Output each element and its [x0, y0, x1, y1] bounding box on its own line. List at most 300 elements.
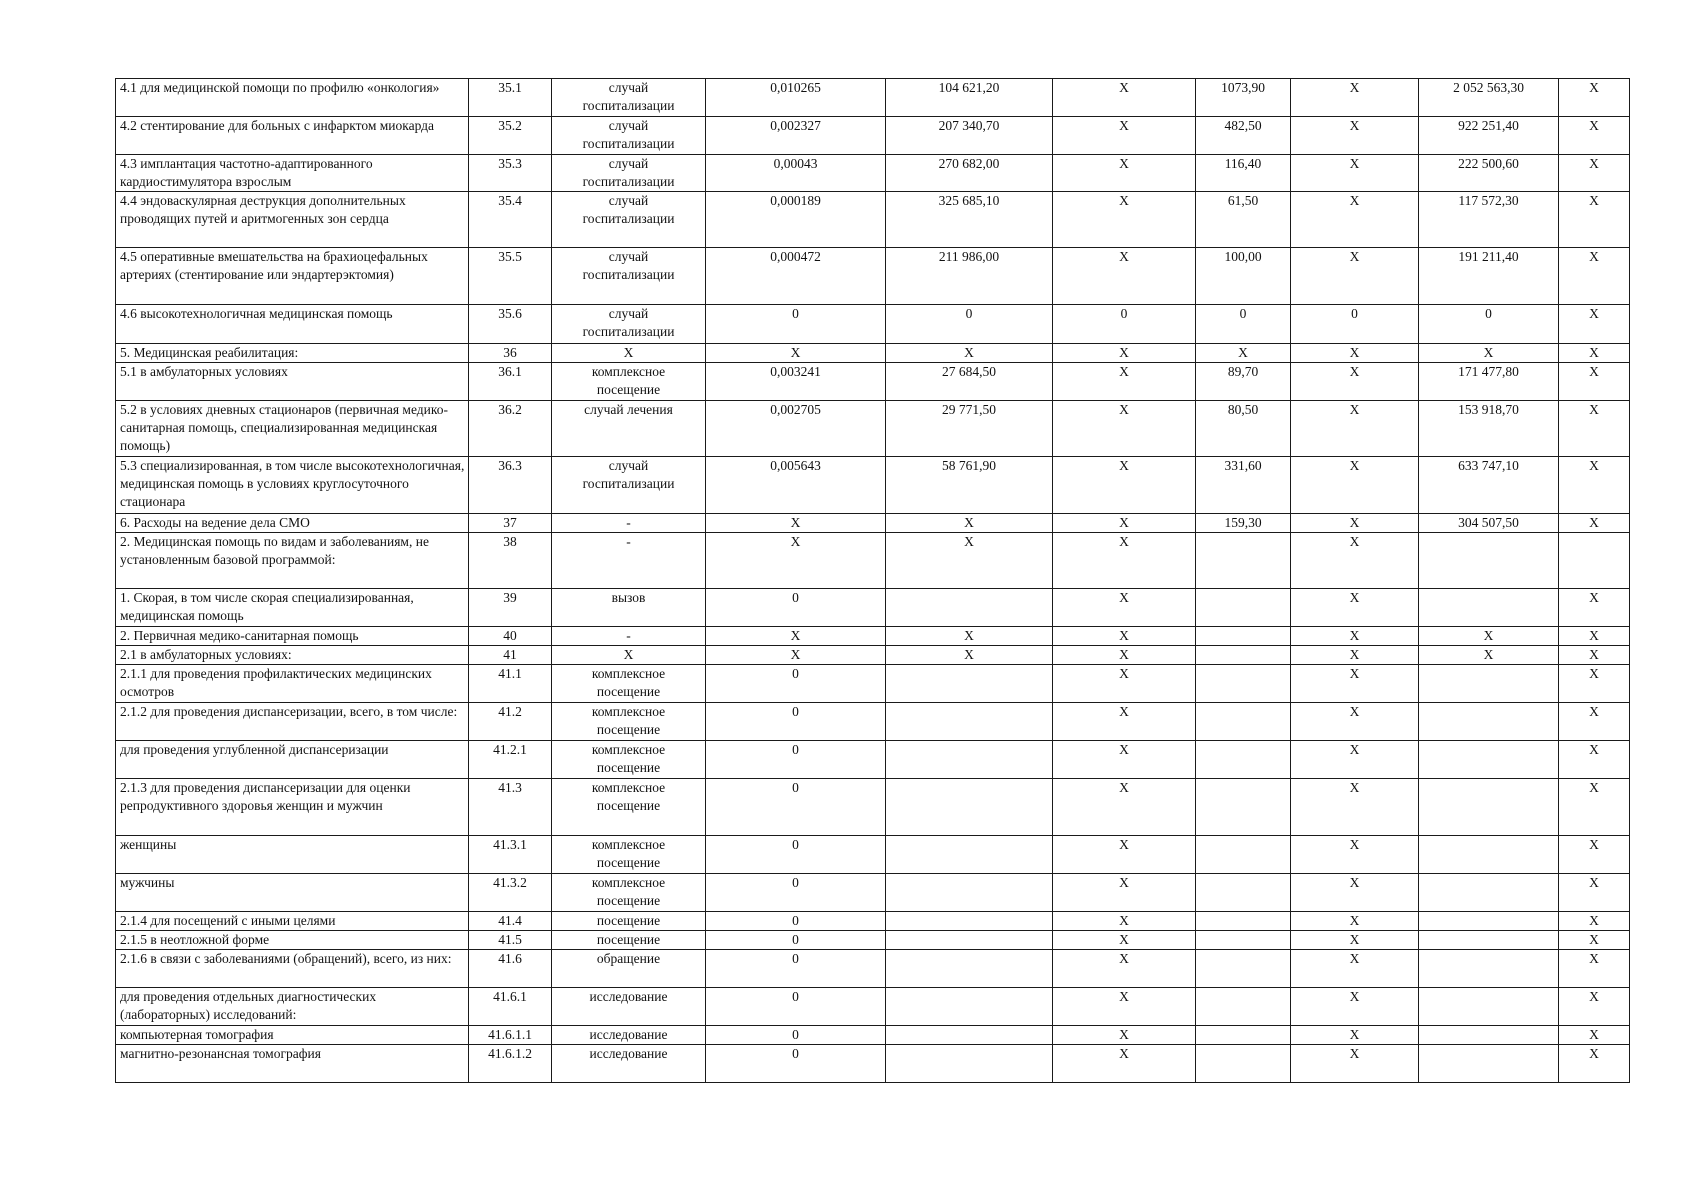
row-cost-oms-cell: 117 572,30 [1419, 192, 1559, 248]
row-name-cell: 2.1.4 для посещений с иными целями [116, 912, 469, 931]
row-per-capita-budget-cell: X [1053, 514, 1196, 533]
row-name-cell: 2.1.1 для проведения профилактических медицинских осмотров [116, 665, 469, 703]
table-row [116, 703, 1630, 741]
row-cost-oms-cell: 191 211,40 [1419, 248, 1559, 305]
table-row [116, 874, 1630, 912]
row-per-capita-budget-cell: X [1053, 363, 1196, 401]
row-per-capita-budget-cell: X [1053, 192, 1196, 248]
row-name-cell: 6. Расходы на ведение дела СМО [116, 514, 469, 533]
row-norm-volume-cell: 0 [706, 1026, 886, 1045]
row-per-capita-oms-cell [1196, 874, 1291, 912]
row-per-capita-budget-cell: X [1053, 79, 1196, 117]
row-name-cell: 4.5 оперативные вмешательства на брахиоцефальных артериях (стентирование или эндартерэктомия) [116, 248, 469, 305]
row-number-cell: 41.2 [469, 703, 552, 741]
row-number-cell: 41.3.1 [469, 836, 552, 874]
row-norm-cost-cell: X [886, 344, 1053, 363]
row-cost-budget-cell: X [1291, 344, 1419, 363]
row-name-cell: 2.1.6 в связи с заболеваниями (обращений), всего, из них: [116, 950, 469, 988]
row-norm-volume-cell: 0,002705 [706, 401, 886, 457]
row-number-cell: 36.2 [469, 401, 552, 457]
row-norm-volume-cell: 0 [706, 874, 886, 912]
row-per-capita-oms-cell: 159,30 [1196, 514, 1291, 533]
row-share-cell: X [1559, 192, 1630, 248]
table-row [116, 248, 1630, 305]
row-per-capita-oms-cell [1196, 741, 1291, 779]
row-norm-volume-cell: 0 [706, 1045, 886, 1083]
row-share-cell: X [1559, 627, 1630, 646]
row-norm-cost-cell: 211 986,00 [886, 248, 1053, 305]
row-norm-cost-cell [886, 703, 1053, 741]
row-per-capita-budget-cell: X [1053, 988, 1196, 1026]
row-per-capita-oms-cell: 100,00 [1196, 248, 1291, 305]
row-unit-cell: случай госпитализации [552, 155, 706, 192]
row-share-cell: X [1559, 912, 1630, 931]
row-norm-cost-cell: X [886, 646, 1053, 665]
row-cost-oms-cell: X [1419, 344, 1559, 363]
row-norm-volume-cell: 0 [706, 950, 886, 988]
row-share-cell: X [1559, 779, 1630, 836]
row-per-capita-budget-cell: X [1053, 950, 1196, 988]
row-norm-cost-cell: 207 340,70 [886, 117, 1053, 155]
row-unit-cell: комплексное посещение [552, 836, 706, 874]
row-cost-budget-cell: X [1291, 912, 1419, 931]
row-per-capita-oms-cell: 80,50 [1196, 401, 1291, 457]
table-row [116, 1026, 1630, 1045]
row-cost-budget-cell: X [1291, 533, 1419, 589]
table-row [116, 988, 1630, 1026]
row-cost-oms-cell [1419, 589, 1559, 627]
row-per-capita-budget-cell: X [1053, 627, 1196, 646]
row-norm-volume-cell: 0 [706, 741, 886, 779]
row-norm-volume-cell: 0 [706, 665, 886, 703]
row-cost-oms-cell [1419, 533, 1559, 589]
row-norm-volume-cell: 0,00043 [706, 155, 886, 192]
table-row [116, 779, 1630, 836]
row-cost-oms-cell [1419, 779, 1559, 836]
row-unit-cell: - [552, 627, 706, 646]
row-cost-budget-cell: X [1291, 836, 1419, 874]
row-per-capita-oms-cell [1196, 931, 1291, 950]
row-cost-oms-cell: 633 747,10 [1419, 457, 1559, 514]
row-norm-cost-cell: 325 685,10 [886, 192, 1053, 248]
row-norm-volume-cell: X [706, 514, 886, 533]
row-number-cell: 35.1 [469, 79, 552, 117]
row-norm-volume-cell: 0,000189 [706, 192, 886, 248]
row-number-cell: 36 [469, 344, 552, 363]
row-number-cell: 41 [469, 646, 552, 665]
row-unit-cell: комплексное посещение [552, 703, 706, 741]
row-per-capita-budget-cell: X [1053, 457, 1196, 514]
table-row [116, 514, 1630, 533]
row-unit-cell: - [552, 533, 706, 589]
row-norm-volume-cell: X [706, 627, 886, 646]
row-norm-cost-cell: 0 [886, 305, 1053, 344]
row-per-capita-oms-cell [1196, 988, 1291, 1026]
table-row [116, 117, 1630, 155]
row-norm-cost-cell [886, 589, 1053, 627]
table-body [116, 79, 1630, 1083]
row-share-cell: X [1559, 589, 1630, 627]
row-unit-cell: X [552, 646, 706, 665]
row-number-cell: 41.6.1 [469, 988, 552, 1026]
row-share-cell: X [1559, 988, 1630, 1026]
row-name-cell: 2.1 в амбулаторных условиях: [116, 646, 469, 665]
table-row [116, 741, 1630, 779]
row-norm-cost-cell [886, 931, 1053, 950]
row-per-capita-budget-cell: X [1053, 646, 1196, 665]
row-cost-oms-cell: 0 [1419, 305, 1559, 344]
row-number-cell: 41.2.1 [469, 741, 552, 779]
row-number-cell: 38 [469, 533, 552, 589]
row-per-capita-oms-cell [1196, 703, 1291, 741]
row-norm-cost-cell [886, 950, 1053, 988]
row-share-cell: X [1559, 457, 1630, 514]
table-row [116, 931, 1630, 950]
row-per-capita-budget-cell: X [1053, 931, 1196, 950]
row-cost-oms-cell [1419, 874, 1559, 912]
table-row [116, 155, 1630, 192]
row-unit-cell: случай госпитализации [552, 192, 706, 248]
row-name-cell: 5.3 специализированная, в том числе высокотехнологичная, медицинская помощь в условиях круглосуточного стационара [116, 457, 469, 514]
table-row [116, 344, 1630, 363]
row-cost-budget-cell: X [1291, 117, 1419, 155]
row-norm-volume-cell: X [706, 533, 886, 589]
row-norm-cost-cell [886, 912, 1053, 931]
table-row [116, 589, 1630, 627]
row-per-capita-budget-cell: X [1053, 533, 1196, 589]
row-cost-budget-cell: X [1291, 646, 1419, 665]
row-cost-budget-cell: X [1291, 589, 1419, 627]
row-share-cell [1559, 533, 1630, 589]
row-number-cell: 36.1 [469, 363, 552, 401]
row-norm-cost-cell: 27 684,50 [886, 363, 1053, 401]
row-norm-cost-cell [886, 665, 1053, 703]
row-norm-volume-cell: 0 [706, 779, 886, 836]
row-share-cell: X [1559, 741, 1630, 779]
row-name-cell: 4.2 стентирование для больных с инфарктом миокарда [116, 117, 469, 155]
table-row [116, 363, 1630, 401]
row-norm-cost-cell: X [886, 514, 1053, 533]
row-per-capita-oms-cell: 116,40 [1196, 155, 1291, 192]
row-per-capita-oms-cell [1196, 1045, 1291, 1083]
row-unit-cell: случай госпитализации [552, 248, 706, 305]
row-share-cell: X [1559, 155, 1630, 192]
row-per-capita-budget-cell: X [1053, 779, 1196, 836]
row-cost-oms-cell [1419, 1026, 1559, 1045]
row-cost-oms-cell: 2 052 563,30 [1419, 79, 1559, 117]
row-cost-oms-cell [1419, 950, 1559, 988]
row-cost-budget-cell: X [1291, 741, 1419, 779]
row-unit-cell: посещение [552, 931, 706, 950]
row-per-capita-oms-cell: 331,60 [1196, 457, 1291, 514]
row-unit-cell: комплексное посещение [552, 363, 706, 401]
row-unit-cell: случай госпитализации [552, 457, 706, 514]
row-cost-oms-cell: X [1419, 646, 1559, 665]
row-cost-budget-cell: X [1291, 931, 1419, 950]
row-per-capita-budget-cell: X [1053, 703, 1196, 741]
row-per-capita-budget-cell: X [1053, 836, 1196, 874]
row-unit-cell: исследование [552, 988, 706, 1026]
row-number-cell: 35.6 [469, 305, 552, 344]
row-number-cell: 36.3 [469, 457, 552, 514]
table-row [116, 836, 1630, 874]
row-number-cell: 41.5 [469, 931, 552, 950]
row-name-cell: 4.4 эндоваскулярная деструкция дополнительных проводящих путей и аритмогенных зон сердца [116, 192, 469, 248]
row-name-cell: 2.1.5 в неотложной форме [116, 931, 469, 950]
row-per-capita-budget-cell: X [1053, 1045, 1196, 1083]
table-row [116, 1045, 1630, 1083]
table-row [116, 192, 1630, 248]
row-norm-volume-cell: 0 [706, 836, 886, 874]
row-share-cell: X [1559, 514, 1630, 533]
row-number-cell: 35.4 [469, 192, 552, 248]
table-row [116, 401, 1630, 457]
row-unit-cell: - [552, 514, 706, 533]
row-norm-cost-cell [886, 741, 1053, 779]
table-row [116, 305, 1630, 344]
row-cost-budget-cell: X [1291, 988, 1419, 1026]
row-name-cell: для проведения отдельных диагностических (лабораторных) исследований: [116, 988, 469, 1026]
row-per-capita-oms-cell [1196, 665, 1291, 703]
row-cost-budget-cell: X [1291, 192, 1419, 248]
row-cost-budget-cell: X [1291, 155, 1419, 192]
row-per-capita-oms-cell: 1073,90 [1196, 79, 1291, 117]
row-unit-cell: X [552, 344, 706, 363]
table-row [116, 627, 1630, 646]
row-unit-cell: исследование [552, 1045, 706, 1083]
row-share-cell: X [1559, 836, 1630, 874]
row-unit-cell: случай госпитализации [552, 305, 706, 344]
table-row [116, 950, 1630, 988]
row-name-cell: компьютерная томография [116, 1026, 469, 1045]
row-unit-cell: вызов [552, 589, 706, 627]
row-number-cell: 35.3 [469, 155, 552, 192]
row-name-cell: мужчины [116, 874, 469, 912]
row-cost-budget-cell: X [1291, 1045, 1419, 1083]
row-name-cell: 4.6 высокотехнологичная медицинская помощь [116, 305, 469, 344]
row-per-capita-budget-cell: X [1053, 589, 1196, 627]
row-name-cell: 1. Скорая, в том числе скорая специализированная, медицинская помощь [116, 589, 469, 627]
row-share-cell: X [1559, 363, 1630, 401]
row-cost-budget-cell: X [1291, 627, 1419, 646]
row-name-cell: 4.1 для медицинской помощи по профилю «онкология» [116, 79, 469, 117]
row-norm-cost-cell [886, 779, 1053, 836]
row-cost-oms-cell [1419, 912, 1559, 931]
row-norm-volume-cell: 0 [706, 305, 886, 344]
row-norm-cost-cell [886, 1045, 1053, 1083]
row-number-cell: 39 [469, 589, 552, 627]
row-cost-budget-cell: X [1291, 950, 1419, 988]
scanned-page [115, 78, 1630, 1083]
row-share-cell: X [1559, 401, 1630, 457]
row-per-capita-oms-cell [1196, 646, 1291, 665]
row-per-capita-budget-cell: X [1053, 401, 1196, 457]
row-norm-cost-cell: X [886, 533, 1053, 589]
row-share-cell: X [1559, 931, 1630, 950]
row-name-cell: 2.1.2 для проведения диспансеризации, всего, в том числе: [116, 703, 469, 741]
row-norm-volume-cell: 0 [706, 912, 886, 931]
row-per-capita-budget-cell: X [1053, 912, 1196, 931]
row-number-cell: 40 [469, 627, 552, 646]
row-norm-cost-cell [886, 874, 1053, 912]
row-norm-cost-cell [886, 836, 1053, 874]
row-cost-budget-cell: X [1291, 514, 1419, 533]
row-per-capita-oms-cell [1196, 912, 1291, 931]
row-name-cell: магнитно-резонансная томография [116, 1045, 469, 1083]
row-share-cell: X [1559, 1045, 1630, 1083]
row-share-cell: X [1559, 950, 1630, 988]
row-per-capita-budget-cell: X [1053, 117, 1196, 155]
row-cost-oms-cell [1419, 1045, 1559, 1083]
row-norm-volume-cell: X [706, 646, 886, 665]
row-cost-budget-cell: X [1291, 401, 1419, 457]
row-norm-volume-cell: 0 [706, 589, 886, 627]
row-name-cell: 2.1.3 для проведения диспансеризации для оценки репродуктивного здоровья женщин и мужчин [116, 779, 469, 836]
row-number-cell: 41.6 [469, 950, 552, 988]
row-unit-cell: комплексное посещение [552, 665, 706, 703]
row-per-capita-oms-cell: X [1196, 344, 1291, 363]
row-cost-oms-cell [1419, 665, 1559, 703]
row-norm-volume-cell: 0,010265 [706, 79, 886, 117]
row-number-cell: 35.5 [469, 248, 552, 305]
row-unit-cell: комплексное посещение [552, 741, 706, 779]
row-share-cell: X [1559, 305, 1630, 344]
row-cost-oms-cell [1419, 988, 1559, 1026]
row-unit-cell: исследование [552, 1026, 706, 1045]
row-cost-oms-cell: 922 251,40 [1419, 117, 1559, 155]
row-cost-oms-cell: 304 507,50 [1419, 514, 1559, 533]
row-number-cell: 35.2 [469, 117, 552, 155]
row-per-capita-budget-cell: X [1053, 741, 1196, 779]
row-cost-oms-cell [1419, 931, 1559, 950]
row-cost-budget-cell: X [1291, 457, 1419, 514]
row-name-cell: женщины [116, 836, 469, 874]
row-norm-cost-cell: 270 682,00 [886, 155, 1053, 192]
row-per-capita-budget-cell: X [1053, 874, 1196, 912]
row-share-cell: X [1559, 874, 1630, 912]
row-cost-budget-cell: X [1291, 79, 1419, 117]
row-cost-oms-cell: X [1419, 627, 1559, 646]
row-name-cell: 5. Медицинская реабилитация: [116, 344, 469, 363]
row-per-capita-oms-cell [1196, 1026, 1291, 1045]
row-name-cell: 5.1 в амбулаторных условиях [116, 363, 469, 401]
row-cost-budget-cell: X [1291, 703, 1419, 741]
row-number-cell: 41.4 [469, 912, 552, 931]
row-cost-oms-cell: 171 477,80 [1419, 363, 1559, 401]
table-row [116, 79, 1630, 117]
row-unit-cell: случай госпитализации [552, 79, 706, 117]
row-cost-oms-cell: 153 918,70 [1419, 401, 1559, 457]
row-cost-oms-cell [1419, 741, 1559, 779]
row-per-capita-oms-cell [1196, 627, 1291, 646]
row-name-cell: 2. Первичная медико-санитарная помощь [116, 627, 469, 646]
table-row [116, 912, 1630, 931]
row-name-cell: 2. Медицинская помощь по видам и заболеваниям, не установленным базовой программой: [116, 533, 469, 589]
row-number-cell: 37 [469, 514, 552, 533]
table-row [116, 533, 1630, 589]
row-norm-cost-cell: 58 761,90 [886, 457, 1053, 514]
data-table [115, 78, 1630, 1083]
table-row [116, 457, 1630, 514]
row-name-cell: 4.3 имплантация частотно-адаптированного кардиостимулятора взрослым [116, 155, 469, 192]
row-share-cell: X [1559, 703, 1630, 741]
row-per-capita-oms-cell: 89,70 [1196, 363, 1291, 401]
row-per-capita-oms-cell: 61,50 [1196, 192, 1291, 248]
row-cost-budget-cell: X [1291, 779, 1419, 836]
row-cost-budget-cell: X [1291, 1026, 1419, 1045]
row-cost-budget-cell: X [1291, 665, 1419, 703]
row-per-capita-oms-cell: 482,50 [1196, 117, 1291, 155]
row-per-capita-oms-cell [1196, 779, 1291, 836]
row-norm-volume-cell: X [706, 344, 886, 363]
row-share-cell: X [1559, 646, 1630, 665]
row-number-cell: 41.3.2 [469, 874, 552, 912]
row-cost-budget-cell: X [1291, 874, 1419, 912]
row-unit-cell: случай лечения [552, 401, 706, 457]
row-unit-cell: обращение [552, 950, 706, 988]
row-norm-volume-cell: 0 [706, 931, 886, 950]
row-per-capita-budget-cell: X [1053, 155, 1196, 192]
row-cost-budget-cell: 0 [1291, 305, 1419, 344]
row-per-capita-budget-cell: X [1053, 665, 1196, 703]
row-name-cell: 5.2 в условиях дневных стационаров (первичная медико-санитарная помощь, специализированная медицинская помощь) [116, 401, 469, 457]
row-per-capita-budget-cell: 0 [1053, 305, 1196, 344]
row-share-cell: X [1559, 248, 1630, 305]
row-cost-oms-cell [1419, 703, 1559, 741]
row-name-cell: для проведения углубленной диспансеризации [116, 741, 469, 779]
row-norm-volume-cell: 0 [706, 703, 886, 741]
row-norm-volume-cell: 0,002327 [706, 117, 886, 155]
row-cost-oms-cell [1419, 836, 1559, 874]
row-per-capita-oms-cell [1196, 836, 1291, 874]
row-norm-cost-cell: 104 621,20 [886, 79, 1053, 117]
row-norm-volume-cell: 0 [706, 988, 886, 1026]
row-norm-cost-cell: X [886, 627, 1053, 646]
row-per-capita-budget-cell: X [1053, 344, 1196, 363]
row-unit-cell: случай госпитализации [552, 117, 706, 155]
row-unit-cell: комплексное посещение [552, 779, 706, 836]
row-number-cell: 41.6.1.1 [469, 1026, 552, 1045]
row-norm-cost-cell: 29 771,50 [886, 401, 1053, 457]
row-share-cell: X [1559, 79, 1630, 117]
row-cost-oms-cell: 222 500,60 [1419, 155, 1559, 192]
row-per-capita-budget-cell: X [1053, 1026, 1196, 1045]
row-norm-volume-cell: 0,000472 [706, 248, 886, 305]
row-number-cell: 41.1 [469, 665, 552, 703]
row-unit-cell: комплексное посещение [552, 874, 706, 912]
row-share-cell: X [1559, 665, 1630, 703]
row-norm-volume-cell: 0,003241 [706, 363, 886, 401]
row-cost-budget-cell: X [1291, 363, 1419, 401]
table-row [116, 665, 1630, 703]
row-share-cell: X [1559, 1026, 1630, 1045]
row-norm-cost-cell [886, 1026, 1053, 1045]
row-norm-cost-cell [886, 988, 1053, 1026]
row-per-capita-oms-cell [1196, 589, 1291, 627]
row-unit-cell: посещение [552, 912, 706, 931]
row-number-cell: 41.3 [469, 779, 552, 836]
row-per-capita-budget-cell: X [1053, 248, 1196, 305]
row-per-capita-oms-cell: 0 [1196, 305, 1291, 344]
table-row [116, 646, 1630, 665]
row-share-cell: X [1559, 117, 1630, 155]
row-number-cell: 41.6.1.2 [469, 1045, 552, 1083]
row-per-capita-oms-cell [1196, 950, 1291, 988]
row-per-capita-oms-cell [1196, 533, 1291, 589]
row-norm-volume-cell: 0,005643 [706, 457, 886, 514]
row-share-cell: X [1559, 344, 1630, 363]
row-cost-budget-cell: X [1291, 248, 1419, 305]
